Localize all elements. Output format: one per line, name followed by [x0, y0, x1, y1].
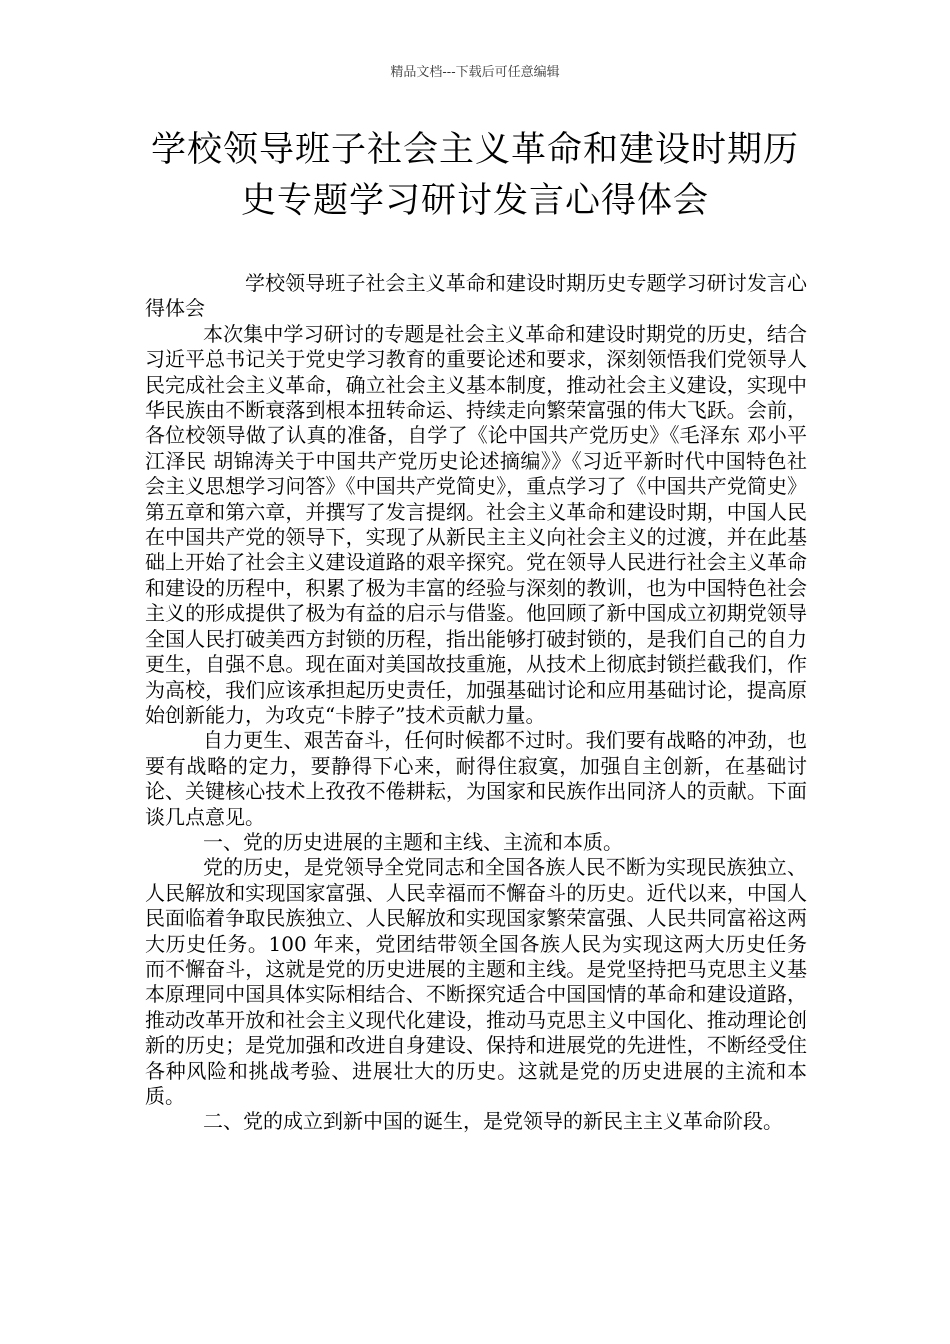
document-title: 学校领导班子社会主义革命和建设时期历史专题学习研讨发言心得体会	[150, 130, 799, 221]
paragraph-lead: 学校领导班子社会主义革命和建设时期历史专题学习研讨发言心得体会	[145, 271, 807, 321]
paragraph: 党的历史，是党领导全党同志和全国各族人民不断为实现民族独立、人民解放和实现国家富强、人民幸福而不懈奋斗的历史。近代以来，中国人民面临着争取民族独立、人民解放和实现国家繁荣富强、人民共同富裕这两大历史任务。100 年来，党团结带领全国各族人民为实现这两大历史任务而不懈奋斗，这就是党的历史进展的主题和主线。是党坚持把马克思主义基本原理同中国具体实际相结合、不断探究适合中国国情的革命和建设道路，推动改革开放和社会主义现代化建设，推动马克思主义中国化、推动理论创新的历史；是党加强和改进自身建设、保持和进展党的先进性，不断经受住各种风险和挑战考验、进展壮大的历史。这就是党的历史进展的主流和本质。	[145, 855, 807, 1108]
paragraph: 自力更生、艰苦奋斗，任何时候都不过时。我们要有战略的冲劲，也要有战略的定力，要静得下心来，耐得住寂寞，加强自主创新，在基础讨论、关键核心技术上孜孜不倦耕耘，为国家和民族作出同济人的贡献。下面谈几点意见。	[145, 728, 807, 829]
paragraph: 本次集中学习研讨的专题是社会主义革命和建设时期党的历史，结合习近平总书记关于党史学习教育的重要论述和要求，深刻领悟我们党领导人民完成社会主义革命，确立社会主义基本制度，推动社会主义建设，实现中华民族由不断衰落到根本扭转命运、持续走向繁荣富强的伟大飞跃。会前，各位校领导做了认真的准备，自学了《论中国共产党历史》《毛泽东 邓小平 江泽民 胡锦涛关于中国共产党历史论述摘编》》《习近平新时代中国特色社会主义思想学习问答》《中国共产党简史》，重点学习了《中国共产党简史》第五章和第六章，并撰写了发言提纲。社会主义革命和建设时期，中国人民在中国共产党的领导下，实现了从新民主主义向社会主义的过渡，并在此基础上开始了社会主义建设道路的艰辛探究。党在领导人民进行社会主义革命和建设的历程中，积累了极为丰富的经验与深刻的教训，也为中国特色社会主义的形成提供了极为有益的启示与借鉴。他回顾了新中国成立初期党领导全国人民打破美西方封锁的历程，指出能够打破封锁的，是我们自己的自力更生，自强不息。现在面对美国故技重施，从技术上彻底封锁拦截我们，作为高校，我们应该承担起历史责任，加强基础讨论和应用基础讨论，提高原始创新能力，为攻克“卡脖子”技术贡献力量。	[145, 321, 807, 727]
page-header-note: 精品文档---下载后可任意编辑	[390, 65, 560, 80]
section-heading: 二、党的成立到新中国的诞生，是党领导的新民主主义革命阶段。	[203, 1109, 783, 1134]
section-heading: 一、党的历史进展的主题和主线、主流和本质。	[203, 829, 623, 854]
document-body	[145, 271, 807, 1135]
